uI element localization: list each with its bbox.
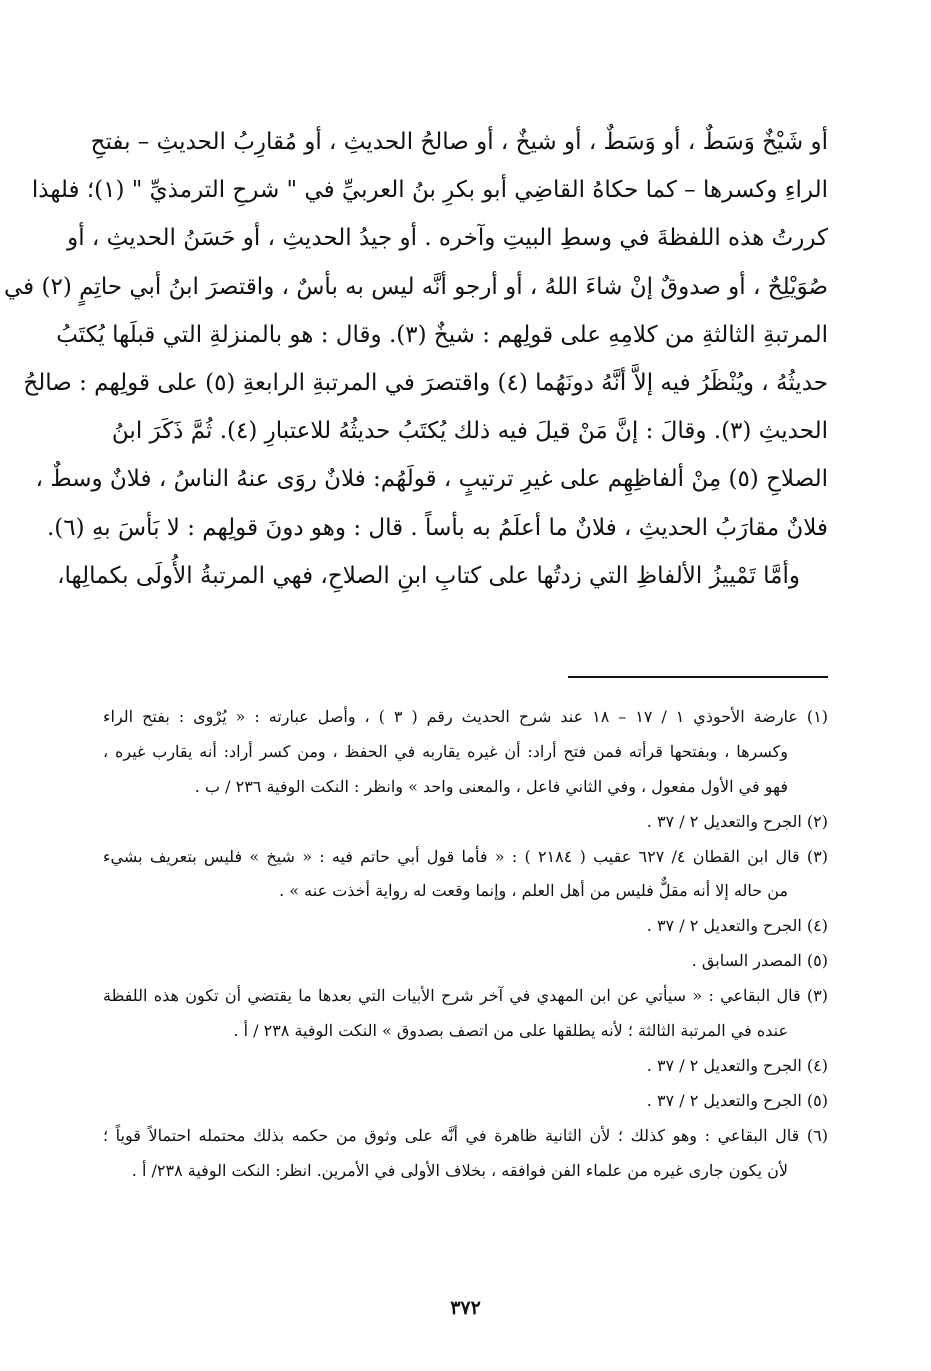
footnote-line: لأن يكون جارى غيره من علماء الفن فوافقه ، بخلاف الأولى في الأمرين. انظر: النكت الوفية ٢٣٨/ أ . xyxy=(131,1160,788,1180)
body-line: وأمَّا تَمْييزُ الألفاظِ التي زدتُها على كتابِ ابنِ الصلاحِ، فهي المرتبةُ الأُولَى بكمالِها، xyxy=(57,562,800,589)
body-line: أو شَيْخٌ وَسَطٌ ، أو وَسَطٌ ، أو شيخٌ ، أو صالحُ الحديثِ ، أو مُقارِبُ الحديثِ – بفتحِ xyxy=(90,129,828,155)
footnote-line: وكسرها ، وبفتحها قرأته فمن فتح أراد: أن غيره يقاربه في الحفظ ، ومن كسر أراد: أنه يقارب غيره ، xyxy=(103,741,788,761)
footnote-separator xyxy=(568,676,828,678)
footnote-line: (٢) الجرح والتعديل ٢ / ٣٧ . xyxy=(646,811,828,831)
main-text-block xyxy=(4,118,828,600)
footnotes-block xyxy=(103,700,828,1188)
body-line: صُوَيْلِحٌ ، أو صدوقٌ إنْ شاءَ اللهُ ، أو أرجو أنَّه ليس به بأسٌ ، واقتصرَ ابنُ أبي حاتِمٍ (٢) في xyxy=(4,273,828,300)
footnote-line: (٥) المصدر السابق . xyxy=(691,951,828,971)
body-line: الصلاحِ (٥) مِنْ ألفاظِهِم على غيرِ ترتيبٍ ، قولَهُم: فلانٌ روَى عنهُ الناسُ ، فلانٌ وسطٌ ، xyxy=(35,466,828,493)
footnote-line: (٤) الجرح والتعديل ٢ / ٣٧ . xyxy=(646,916,828,936)
body-line: كررتُ هذه اللفظةَ في وسطِ البيتِ وآخره . أو جيدُ الحديثِ ، أو حَسَنُ الحديثِ ، أو xyxy=(67,225,828,252)
footnote-line: فهو في الأول مفعول ، وفي الثاني فاعل ، والمعنى واحد » وانظر : النكت الوفية ٢٣٦ / ب . xyxy=(194,776,788,796)
footnote-line: (٤) الجرح والتعديل ٢ / ٣٧ . xyxy=(646,1055,828,1075)
footnote-line: (٣) قال ابن القطان ٤/ ٦٢٧ عقيب ( ٢١٨٤ ) : « فأما قول أبي حاتم فيه : « شيخ » فليس بتعريف بشيء xyxy=(103,846,828,866)
footnote-line: عنده في المرتبة الثالثة ؛ لأنه يطلقها على من اتصف بصدوق » النكت الوفية ٢٣٨ / أ . xyxy=(233,1021,788,1041)
footnote-line: (٣) قال البقاعي : « سيأتي عن ابن المهدي في آخر شرح الأبيات التي بعدها ما يقتضي أن تكون هذه اللفظة xyxy=(103,986,828,1006)
body-line: فلانٌ مقارَبُ الحديثِ ، فلانٌ ما أعلَمُ به بأساً . قال : وهو دونَ قولِهم : لا بَأسَ بهِ (٦). xyxy=(47,514,828,541)
footnote-line: (١) عارضة الأحوذي ١ / ١٧ – ١٨ عند شرح الحديث رقم ( ٣ ) ، وأصل عبارته : « يُرْوى : بفتح الراء xyxy=(103,707,829,726)
footnote-line: من حاله إلا أنه مقلٌّ فليس من أهل العلم ، وإنما وقعت له رواية أخذت عنه » . xyxy=(279,881,788,901)
page-number: ٣٧٢ xyxy=(450,1297,481,1319)
body-line: حديثُهُ ، ويُنْظَرُ فيه إلاَّ أنَّهُ دونَهُما (٤) واقتصرَ في المرتبةِ الرابعةِ (٥) على قولِهم : صالحُ xyxy=(23,369,828,396)
body-line: الراءِ وكسرها – كما حكاهُ القاضِي أبو بكرِ بنُ العربيِّ في " شرحِ الترمذيِّ " (١)؛ فلهذا xyxy=(31,177,828,204)
footnote-line: (٦) قال البقاعي : وهو كذلك ؛ لأن الثانية ظاهرة في أنَّه على وثوق من حكمه بذلك محتمله احتمالاً قوياً ؛ xyxy=(103,1125,828,1145)
body-line: الحديثِ (٣). وقالَ : إنَّ مَنْ قيلَ فيه ذلك يُكتَبُ حديثُهُ للاعتبارِ (٤). ثُمَّ ذَكَرَ ابنُ xyxy=(111,418,828,445)
footnote-line: (٥) الجرح والتعديل ٢ / ٣٧ . xyxy=(646,1090,828,1110)
body-line: المرتبةِ الثالثةِ من كلامِهِ على قولِهم : شيخٌ (٣). وقال : هو بالمنزلةِ التي قبلَها يُكتَبُ xyxy=(56,321,828,348)
